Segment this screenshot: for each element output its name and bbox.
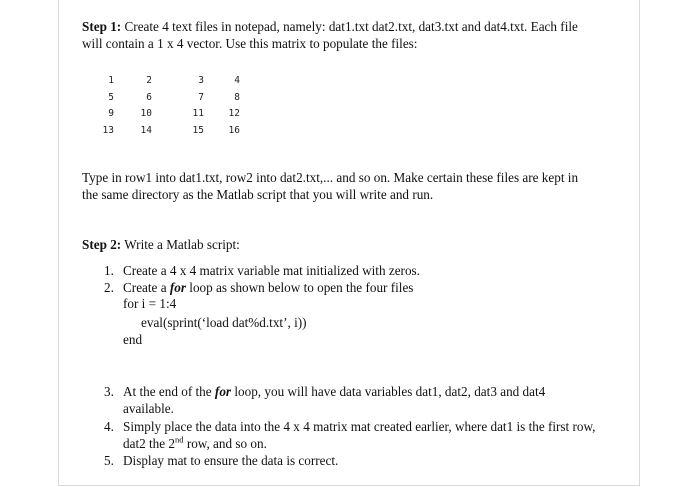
matrix-cell: 11 <box>192 108 204 119</box>
superscript-nd: nd <box>175 434 184 445</box>
matrix-cell: 13 <box>102 124 114 136</box>
list-number: 1. <box>104 263 114 278</box>
code-eval-line: eval(sprint(‘load dat%d.txt’, i)) <box>141 315 307 330</box>
matrix-cell: 7 <box>198 91 204 103</box>
list-number: 2. <box>104 280 114 295</box>
matrix-cell: 1 <box>108 75 114 86</box>
list-item-text: Display mat to ensure the data is correct. <box>123 453 339 468</box>
matrix-cell: 12 <box>228 108 240 119</box>
matrix-cell: 4 <box>234 75 240 86</box>
matrix-cell: 3 <box>198 75 204 86</box>
list-number: 5. <box>104 453 114 468</box>
list-number: 4. <box>104 419 114 434</box>
list-item-text: Create a 4 x 4 matrix variable mat initialized with zeros. <box>123 263 420 278</box>
instructions-line1: Type in row1 into dat1.txt, row2 into dat2.txt,... and so on. Make certain these files are kept in <box>82 170 579 185</box>
list-item-text-part: At the end of the <box>123 384 215 399</box>
list-item-text <box>123 280 413 296</box>
keyword-for: for <box>169 280 186 295</box>
matrix-cell: 8 <box>234 91 240 103</box>
list-item-text-part: loop as shown below to open the four files <box>185 280 414 295</box>
step1-text-line2: will contain a 1 x 4 vector. Use this matrix to populate the files: <box>82 36 418 51</box>
list-item-text-part: loop, you will have data variables dat1, dat2, dat3 and dat4 <box>231 384 546 399</box>
step2-heading: Step 2: <box>82 237 122 252</box>
step1-paragraph-line1 <box>82 19 578 35</box>
matrix-cell: 10 <box>140 108 152 119</box>
step2-heading-line <box>82 237 240 253</box>
matrix-cell: 5 <box>108 91 114 103</box>
code-for-line: for i = 1:4 <box>123 296 177 311</box>
matrix-cell: 16 <box>228 124 240 136</box>
code-end-line: end <box>123 332 143 347</box>
step1-heading: Step 1: <box>82 19 122 34</box>
list-item-text-line2: available. <box>123 401 174 416</box>
list-item-text <box>123 384 545 400</box>
matrix-cell: 6 <box>146 91 152 103</box>
list-item-text-part: Create a <box>123 280 170 295</box>
list-number: 3. <box>104 384 114 399</box>
step2-heading-text: Write a Matlab script: <box>121 237 240 252</box>
step1-text-line1: Create 4 text files in notepad, namely: dat1.txt dat2.txt, dat3.txt and dat4.txt. Each file <box>121 19 578 34</box>
matrix-cell: 15 <box>192 124 204 136</box>
instructions-line2: the same directory as the Matlab script that you will write and run. <box>82 187 434 202</box>
list-item-text-part: row, and so on. <box>183 436 267 451</box>
keyword-for: for <box>214 384 232 399</box>
list-item-text-part: dat2 the 2 <box>123 436 176 451</box>
list-item-text: Simply place the data into the 4 x 4 matrix mat created earlier, where dat1 is the first row, <box>123 419 596 434</box>
matrix-cell: 14 <box>140 124 152 136</box>
matrix-cell: 2 <box>146 75 152 86</box>
matrix-cell: 9 <box>108 108 114 119</box>
list-item-text-line2 <box>123 436 267 452</box>
